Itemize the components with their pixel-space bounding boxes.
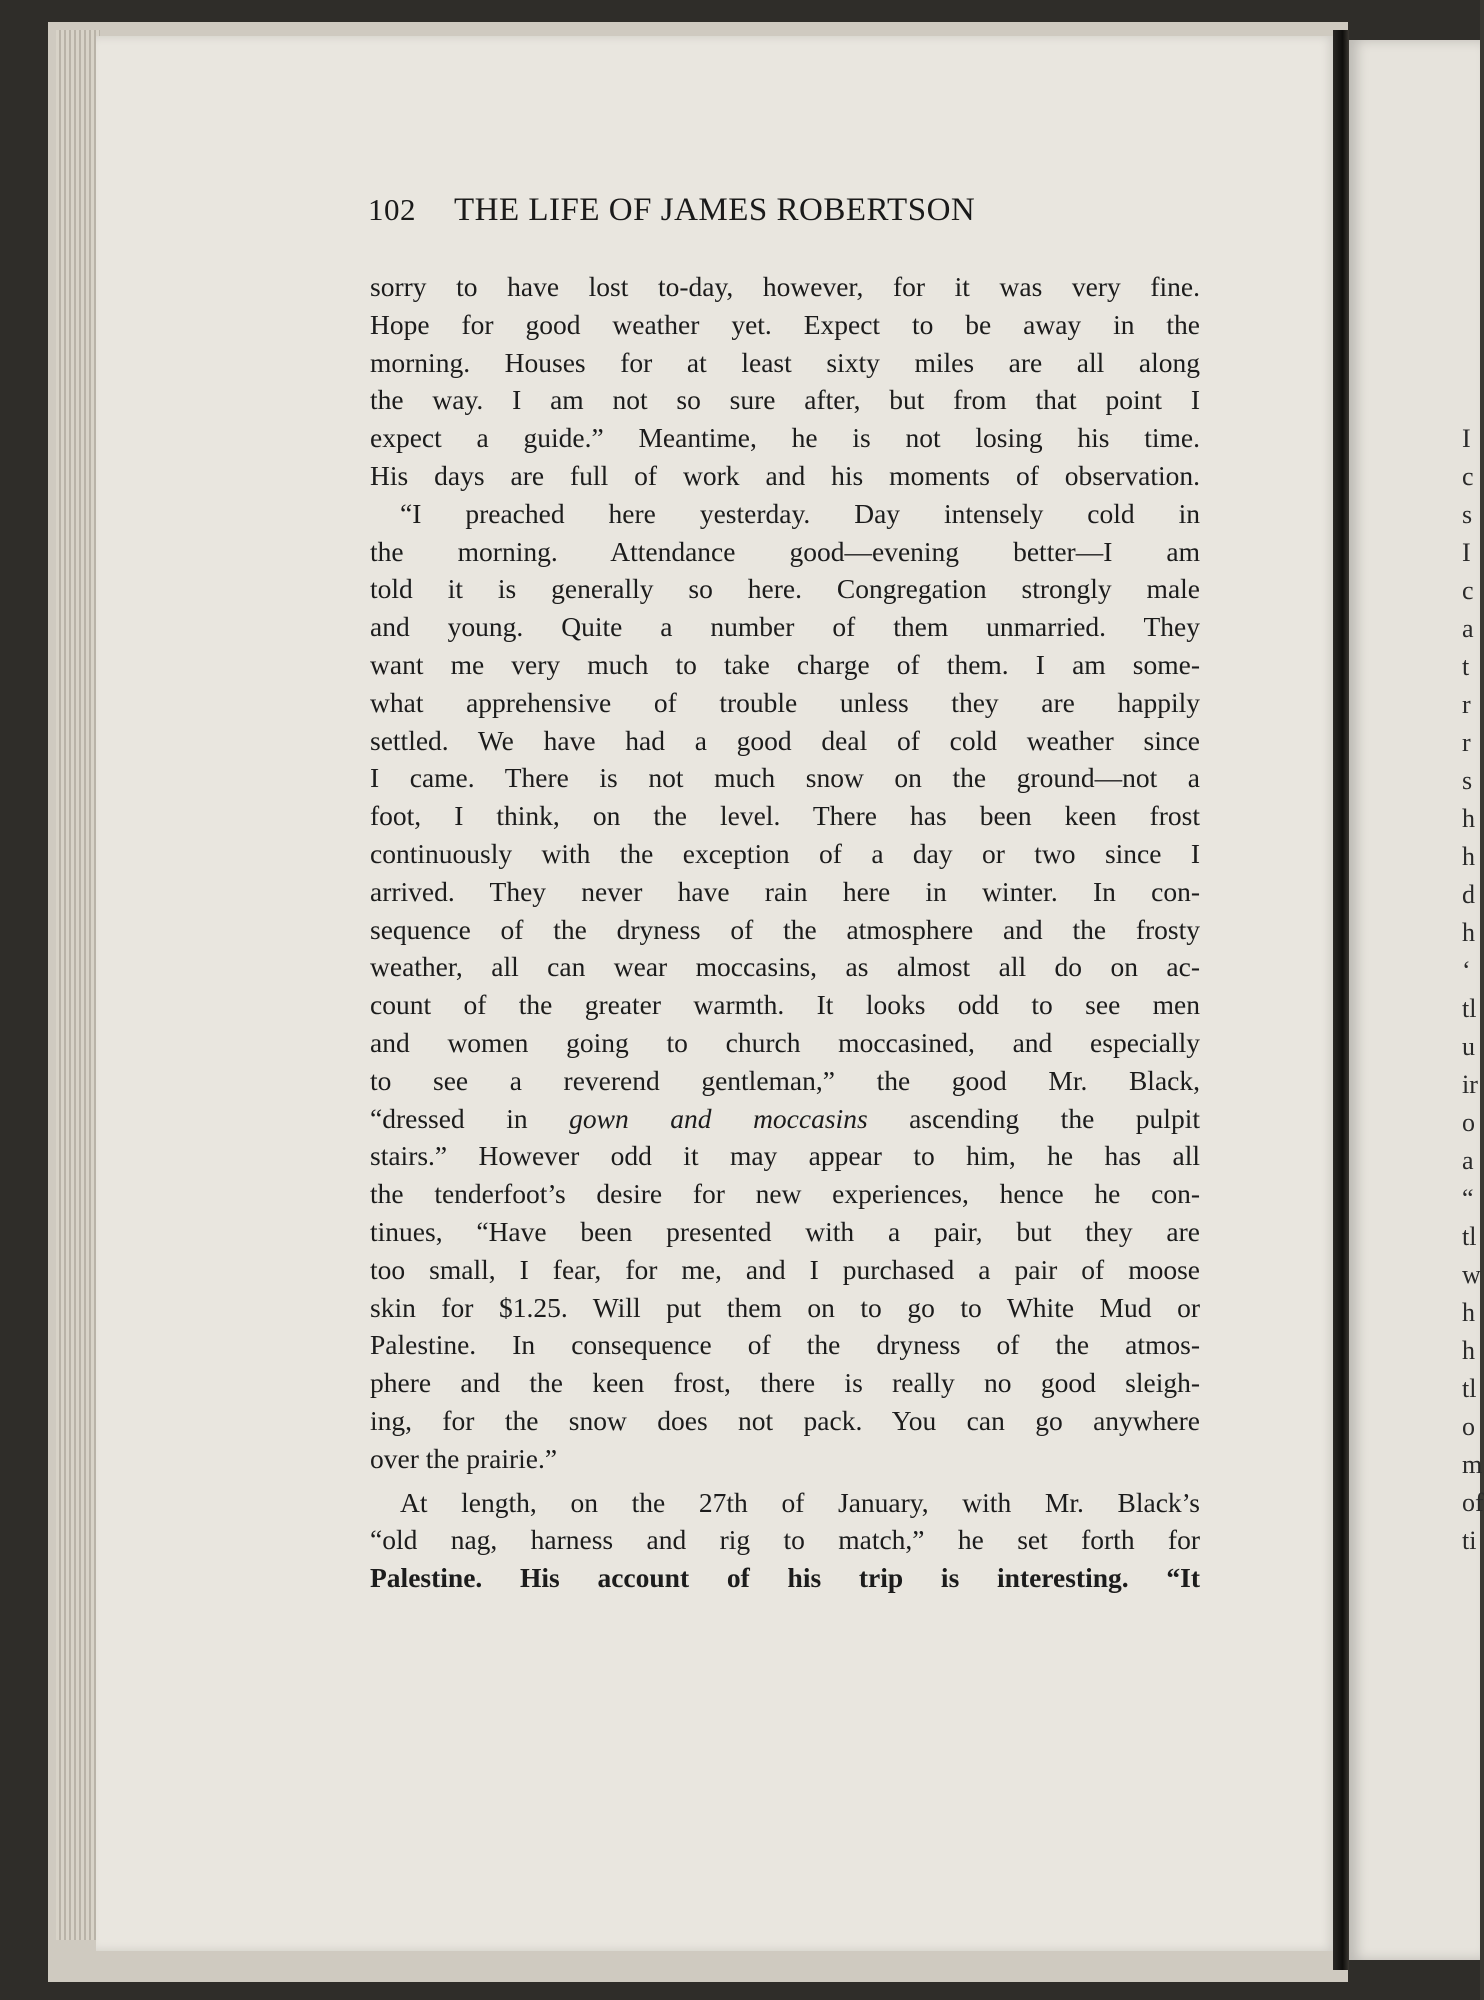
running-head-title: THE LIFE OF JAMES ROBERTSON: [454, 192, 976, 228]
text-line: and women going to church moccasined, and especially: [370, 1026, 1200, 1058]
body-text: [370, 268, 1200, 1597]
facing-page-fragment: h: [1462, 842, 1475, 871]
text-line: Hope for good weather yet. Expect to be away in the: [370, 308, 1200, 340]
facing-page-fragment: h: [1462, 1336, 1475, 1365]
facing-page-fragment: w: [1462, 1260, 1481, 1289]
text-run: ascending the pulpit: [867, 1102, 1200, 1134]
text-line: too small, I fear, for me, and I purchased a pair of moose: [370, 1253, 1200, 1285]
text-line: foot, I think, on the level. There has been keen frost: [370, 800, 1200, 832]
text-line: expect a guide.” Meantime, he is not losing his time.: [370, 422, 1200, 454]
facing-page-fragment: I: [1462, 538, 1471, 567]
text-line: sequence of the dryness of the atmosphere and the frosty: [370, 913, 1200, 945]
text-line: At length, on the 27th of January, with Mr. Black’s: [400, 1486, 1200, 1518]
facing-page-fragment: a: [1462, 614, 1474, 643]
text-line: count of the greater warmth. It looks odd to see men: [370, 989, 1200, 1021]
text-line: what apprehensive of trouble unless they are happily: [370, 686, 1200, 718]
text-line: stairs.” However odd it may appear to him, he has all: [370, 1140, 1200, 1172]
text-line: “I preached here yesterday. Day intensely cold in: [400, 497, 1200, 529]
facing-page-fragment: h: [1462, 918, 1475, 947]
facing-page-fragment: h: [1462, 804, 1475, 833]
book-gutter: [1333, 30, 1349, 1970]
facing-page-fragment: of: [1462, 1488, 1484, 1517]
facing-page-fragment: r: [1462, 728, 1471, 757]
facing-page-fragment: h: [1462, 1298, 1475, 1327]
text-line: skin for $1.25. Will put them on to go to White Mud or: [370, 1291, 1200, 1323]
facing-page-fragment: ‘: [1462, 956, 1471, 985]
text-line: weather, all can wear moccasins, as almost all do on ac-: [370, 951, 1200, 983]
text-line: and young. Quite a number of them unmarried. They: [370, 611, 1200, 643]
facing-page-fragment: ti: [1462, 1526, 1477, 1555]
text-line: His days are full of work and his moments of observation.: [370, 459, 1200, 491]
text-line: sorry to have lost to-day, however, for it was very fine.: [370, 271, 1200, 302]
facing-page-fragment: I: [1462, 424, 1471, 453]
facing-page-fragment: u: [1462, 1032, 1475, 1061]
facing-page-fragment: tl: [1462, 994, 1477, 1023]
facing-page-fragment: tl: [1462, 1374, 1477, 1403]
text-run: “dressed in: [370, 1102, 570, 1134]
text-line: told it is generally so here. Congregation strongly male: [370, 573, 1200, 605]
text-line: settled. We have had a good deal of cold weather since: [370, 724, 1200, 756]
text-line: tinues, “Have been presented with a pair, but they are: [370, 1215, 1200, 1247]
text-line-with-italic: [370, 1100, 1200, 1138]
text-line: over the prairie.”: [370, 1442, 558, 1474]
facing-page-fragment: o: [1462, 1108, 1475, 1137]
facing-page-fragment: s: [1462, 766, 1473, 795]
text-line: “old nag, harness and rig to match,” he set forth for: [370, 1524, 1200, 1556]
facing-page-fragment: a: [1462, 1146, 1474, 1175]
text-line: want me very much to take charge of them. I am some-: [370, 648, 1200, 680]
text-line: to see a reverend gentleman,” the good Mr. Black,: [370, 1064, 1200, 1096]
text-line: the morning. Attendance good—evening better—I am: [370, 535, 1200, 567]
text-line: ing, for the snow does not pack. You can go anywhere: [370, 1404, 1200, 1436]
facing-page-fragment: s: [1462, 500, 1473, 529]
right-page: [1349, 40, 1484, 1960]
text-line: continuously with the exception of a day or two since I: [370, 837, 1200, 869]
text-line: the way. I am not so sure after, but from that point I: [370, 384, 1200, 416]
text-line: Palestine. His account of his trip is interesting. “It: [370, 1562, 1200, 1594]
italic-phrase: gown and moccasins: [569, 1102, 868, 1134]
page-stack-edge: [56, 30, 100, 1940]
facing-page-fragment: o: [1462, 1412, 1475, 1441]
facing-page-fragment: c: [1462, 462, 1474, 491]
facing-page-fragments: [1462, 420, 1484, 1560]
text-line: arrived. They never have rain here in winter. In con-: [370, 875, 1200, 907]
facing-page-fragment: d: [1462, 880, 1475, 909]
facing-page-fragment: “: [1462, 1184, 1474, 1213]
facing-page-fragment: r: [1462, 690, 1471, 719]
facing-page-fragment: m: [1462, 1450, 1483, 1479]
page-number: 102: [368, 192, 416, 227]
text-line: Palestine. In consequence of the dryness of the atmos-: [370, 1329, 1200, 1361]
facing-page-fragment: c: [1462, 576, 1474, 605]
facing-page-fragment: t: [1462, 652, 1470, 681]
facing-page-fragment: ir: [1462, 1070, 1478, 1099]
running-header: [368, 192, 1108, 240]
text-line: phere and the keen frost, there is really no good sleigh-: [370, 1367, 1200, 1399]
facing-page-fragment: tl: [1462, 1222, 1477, 1251]
text-line: morning. Houses for at least sixty miles are all along: [370, 346, 1200, 378]
text-line: I came. There is not much snow on the ground—not a: [370, 762, 1200, 794]
text-line: the tenderfoot’s desire for new experiences, hence he con-: [370, 1178, 1200, 1210]
